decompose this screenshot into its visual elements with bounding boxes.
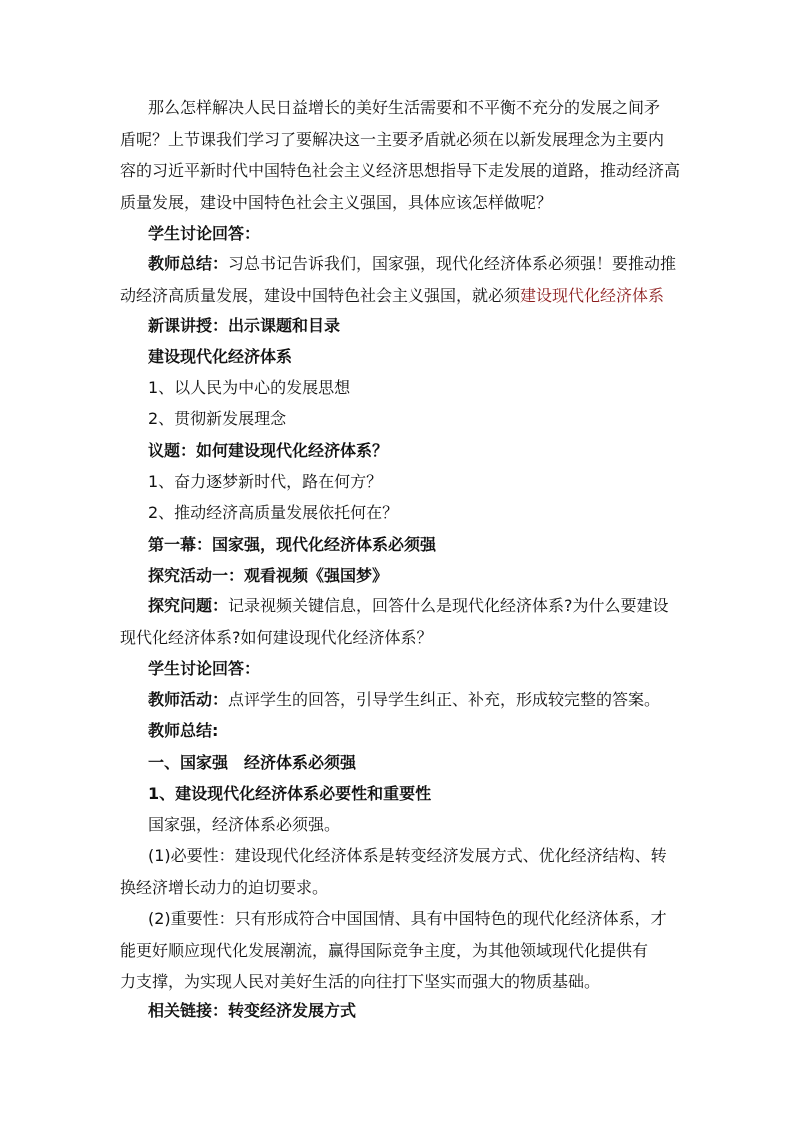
explore-question-paragraph	[120, 590, 676, 653]
topic-item: 2、推动经济高质量发展依托何在？	[148, 503, 399, 522]
necessity-paragraph	[120, 840, 676, 903]
explore-question-text: 现代化经济体系?如何建设现代化经济体系？	[120, 627, 433, 647]
topic-heading: 议题：如何建设现代化经济体系？	[148, 441, 389, 460]
importance-paragraph	[120, 903, 676, 998]
section-heading: 一、国家强 经济体系必须强	[148, 753, 357, 772]
toc-item: 1、以人民为中心的发展思想	[148, 378, 351, 397]
teacher-summary-text: 动经济高质量发展，建设中国特色社会主义强国，就必须	[120, 285, 521, 305]
statement-line: 国家强，经济体系必须强。	[148, 815, 341, 834]
new-lesson-heading: 新课讲授：出示课题和目录	[148, 316, 341, 335]
explore-question-text: 记录视频关键信息，回答什么是现代化经济体系?为什么要建设	[228, 596, 669, 615]
teacher-activity-label: 教师活动：	[148, 690, 229, 709]
importance-line: 能更好顺应现代化发展潮流，赢得国际竞争主度，为其他领域现代化提供有	[120, 940, 649, 960]
student-discussion-heading: 学生讨论回答：	[148, 659, 261, 678]
lesson-title: 建设现代化经济体系	[148, 347, 293, 366]
necessity-line: 换经济增长动力的迫切要求。	[120, 877, 329, 897]
highlighted-term: 建设现代化经济体系	[520, 285, 665, 305]
explore-question-label: 探究问题：	[148, 596, 229, 615]
intro-line: 容的习近平新时代中国特色社会主义经济思想指导下走发展的道路，推动经济高	[120, 161, 681, 180]
intro-line: 盾呢？上节课我们学习了要解决这一主要矛盾就必须在以新发展理念为主要内	[120, 129, 665, 149]
teacher-summary-text: 习总书记告诉我们，国家强，现代化经济体系必须强！要推动推	[228, 254, 677, 273]
explore-activity-heading: 探究活动一：观看视频《强国梦》	[148, 566, 389, 585]
teacher-summary-label: 教师总结：	[148, 254, 229, 273]
intro-paragraph	[120, 92, 681, 218]
subsection-heading: 1、建设现代化经济体系必要性和重要性	[148, 784, 432, 803]
teacher-activity-line	[148, 688, 660, 712]
topic-item: 1、奋力逐梦新时代，路在何方？	[148, 472, 383, 491]
student-discussion-heading: 学生讨论回答：	[148, 224, 261, 243]
intro-line: 质量发展，建设中国特色社会主义强国，具体应该怎样做呢？	[120, 192, 553, 212]
teacher-summary-paragraph	[120, 248, 676, 311]
teacher-summary-heading: 教师总结:	[148, 721, 219, 740]
teacher-activity-text: 点评学生的回答，引导学生纠正、补充，形成较完整的答案。	[228, 690, 661, 709]
importance-line: (2)重要性：只有形成符合中国国情、具有中国特色的现代化经济体系，才	[148, 909, 667, 928]
act-heading: 第一幕：国家强，现代化经济体系必须强	[148, 535, 437, 554]
related-link-heading: 相关链接：转变经济发展方式	[148, 1001, 357, 1020]
toc-item: 2、贯彻新发展理念	[148, 409, 287, 428]
importance-line: 力支撑，为实现人民对美好生活的向往打下坚实而强大的物质基础。	[120, 972, 601, 991]
necessity-line: (1)必要性：建设现代化经济体系是转变经济发展方式、优化经济结构、转	[148, 846, 667, 865]
intro-line: 那么怎样解决人民日益增长的美好生活需要和不平衡不充分的发展之间矛	[148, 98, 661, 117]
